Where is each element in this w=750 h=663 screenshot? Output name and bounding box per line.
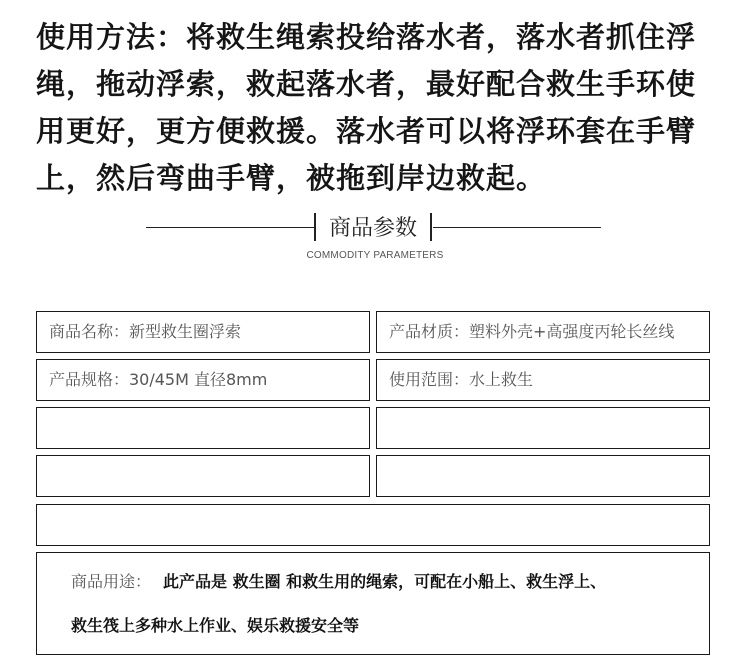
section-subtitle: COMMODITY PARAMETERS [306, 250, 444, 261]
param-empty-wide-cell [36, 504, 710, 546]
title-bracket-right [430, 213, 432, 241]
param-usage-scope: 使用范围：水上救生 [376, 359, 710, 401]
param-empty-cell [376, 455, 710, 497]
divider-right [433, 227, 601, 228]
product-purpose-box [36, 552, 710, 655]
usage-method-text: 使用方法：将救生绳索投给落水者，落水者抓住浮绳，拖动浮索，救起落水者，最好配合救生手环使用更好，更方便救援。落水者可以将浮环套在手臂上，然后弯曲手臂，被拖到岸边救起。 [36, 20, 697, 195]
product-purpose-line-2: 救生筏上多种水上作业、娱乐救援安全等 [71, 616, 360, 635]
section-header [0, 206, 750, 266]
param-empty-cell [36, 407, 370, 449]
product-purpose-line-1: 此产品是 救生圈 和救生用的绳索，可配在小船上、救生浮上、 [163, 572, 607, 591]
section-title: 商品参数 [328, 216, 417, 241]
param-specification: 产品规格：30/45M 直径8mm [36, 359, 370, 401]
param-material: 产品材质：塑料外壳+高强度丙轮长丝线 [376, 311, 710, 353]
param-empty-cell [36, 455, 370, 497]
param-empty-cell [376, 407, 710, 449]
param-product-name: 商品名称：新型救生圈浮索 [36, 311, 370, 353]
divider-left [146, 227, 314, 228]
product-purpose-label: 商品用途： [71, 572, 152, 591]
